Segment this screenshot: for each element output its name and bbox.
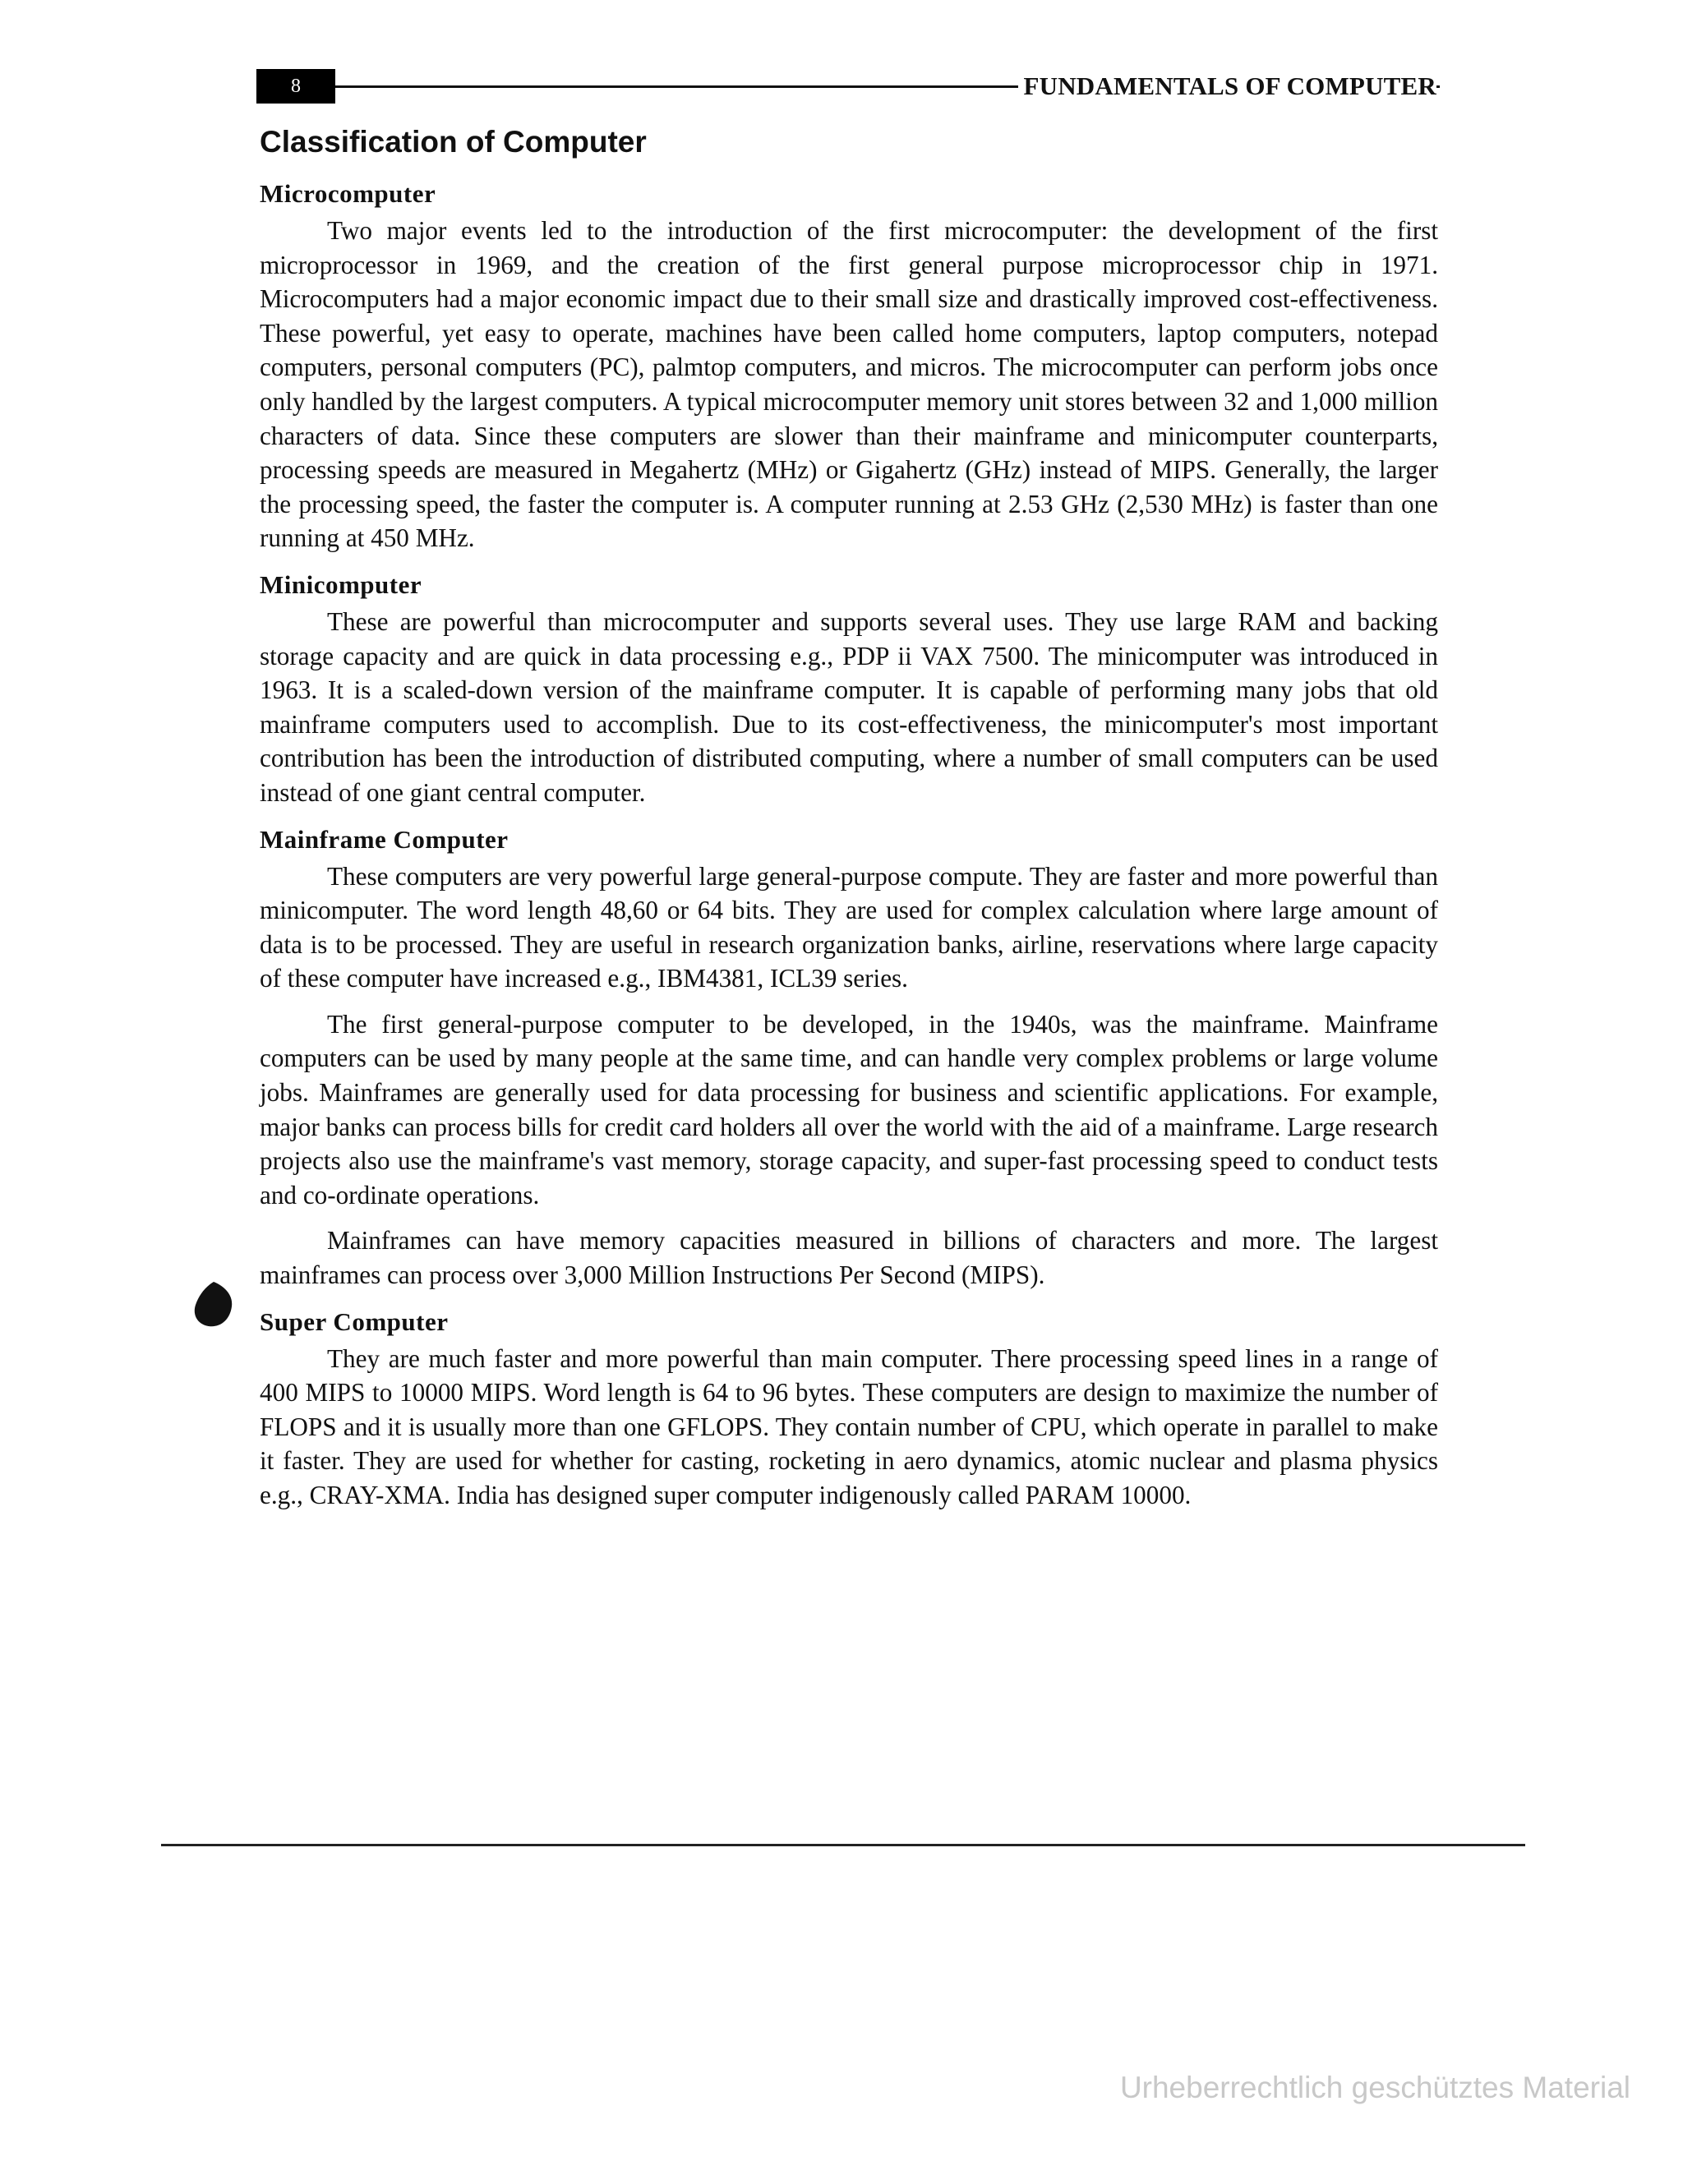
paragraph: These computers are very powerful large general-purpose compute. They are faster and more powerful than minicomputer. The word length 48,60 or 64 bits. They are used for complex calculation where large amount of data is to be processed. They are useful in research organization banks, airline, reservations where large capacity of these computer have increased e.g., IBM4381, ICL39 series. bbox=[260, 861, 1438, 993]
section-super-computer bbox=[260, 1304, 1438, 1513]
section-microcomputer bbox=[260, 176, 1438, 555]
subheading: Minicomputer bbox=[260, 569, 422, 599]
page-content bbox=[260, 122, 1438, 1524]
copyright-watermark: Urheberrechtlich geschütztes Material bbox=[1119, 2071, 1630, 2104]
page-header bbox=[256, 66, 1440, 107]
section-title: Classification of Computer bbox=[260, 125, 647, 159]
footer-rule bbox=[161, 1844, 1525, 1846]
running-head: FUNDAMENTALS OF COMPUTER bbox=[1018, 66, 1436, 107]
paragraph: Mainframes can have memory capacities measured in billions of characters and more. The largest mainframes can process over 3,000 Million Instructions Per Second (MIPS). bbox=[260, 1226, 1438, 1290]
subheading: Microcomputer bbox=[260, 179, 436, 208]
page-number: 8 bbox=[256, 69, 335, 104]
paragraph: They are much faster and more powerful than main computer. There processing speed lines in a range of 400 MIPS to 10000 MIPS. Word length is 64 to 96 bytes. These computers are design to maximize the number of FLOPS and it is usually more than one GFLOPS. They contain number of CPU, which operate in parallel to make it faster. They are used for whether for casting, rocketing in aero dynamics, atomic nuclear and plasma physics e.g., CRAY-XMA. India has designed super computer indigenously called PARAM 10000. bbox=[260, 1343, 1438, 1509]
section-minicomputer bbox=[260, 567, 1438, 810]
paragraph: Two major events led to the introduction of the first microcomputer: the development of the first microprocessor in 1969, and the creation of the first general purpose microprocessor chip in 1971. Microcomputers had a major economic impact due to their small size and drastically improved cost-effectiveness. These powerful, yet easy to operate, machines have been called home computers, laptop computers, notepad computers, personal computers (PC), palmtop computers, and micros. The microcomputer can perform jobs once only handled by the largest computers. A typical microcomputer memory unit stores between 32 and 1,000 million characters of data. Since these computers are slower than their mainframe and minicomputer counterparts, processing speeds are measured in Megahertz (MHz) or Gigahertz (GHz) instead of MIPS. Generally, the larger the processing speed, the faster the computer is. A computer running at 2.53 GHz (2,530 MHz) is faster than one running at 450 MHz. bbox=[260, 216, 1438, 553]
paragraph: The first general-purpose computer to be developed, in the 1940s, was the mainframe. Mainframe computers can be used by many people at the same time, and can handle very complex problems or large volume jobs. Mainframes are generally used for data processing for business and scientific applications. For example, major banks can process bills for credit card holders all over the world with the aid of a mainframe. Large research projects also use the mainframe's vast memory, storage capacity, and super-fast processing speed to conduct tests and co-ordinate operations. bbox=[260, 1009, 1438, 1209]
ink-blot-mark bbox=[189, 1279, 237, 1331]
paragraph: These are powerful than microcomputer and supports several uses. They use large RAM and backing storage capacity and are quick in data processing e.g., PDP ii VAX 7500. The minicomputer was introduced in 1963. It is a scaled-down version of the mainframe computer. It is capable of performing many jobs that old mainframe computers used to accomplish. Due to its cost-effectiveness, the minicomputer's most important contribution has been the introduction of distributed computing, where a number of small computers can be used instead of one giant central computer. bbox=[260, 606, 1438, 807]
subheading: Super Computer bbox=[260, 1306, 449, 1336]
section-mainframe-computer bbox=[260, 822, 1438, 1292]
subheading: Mainframe Computer bbox=[260, 824, 509, 854]
